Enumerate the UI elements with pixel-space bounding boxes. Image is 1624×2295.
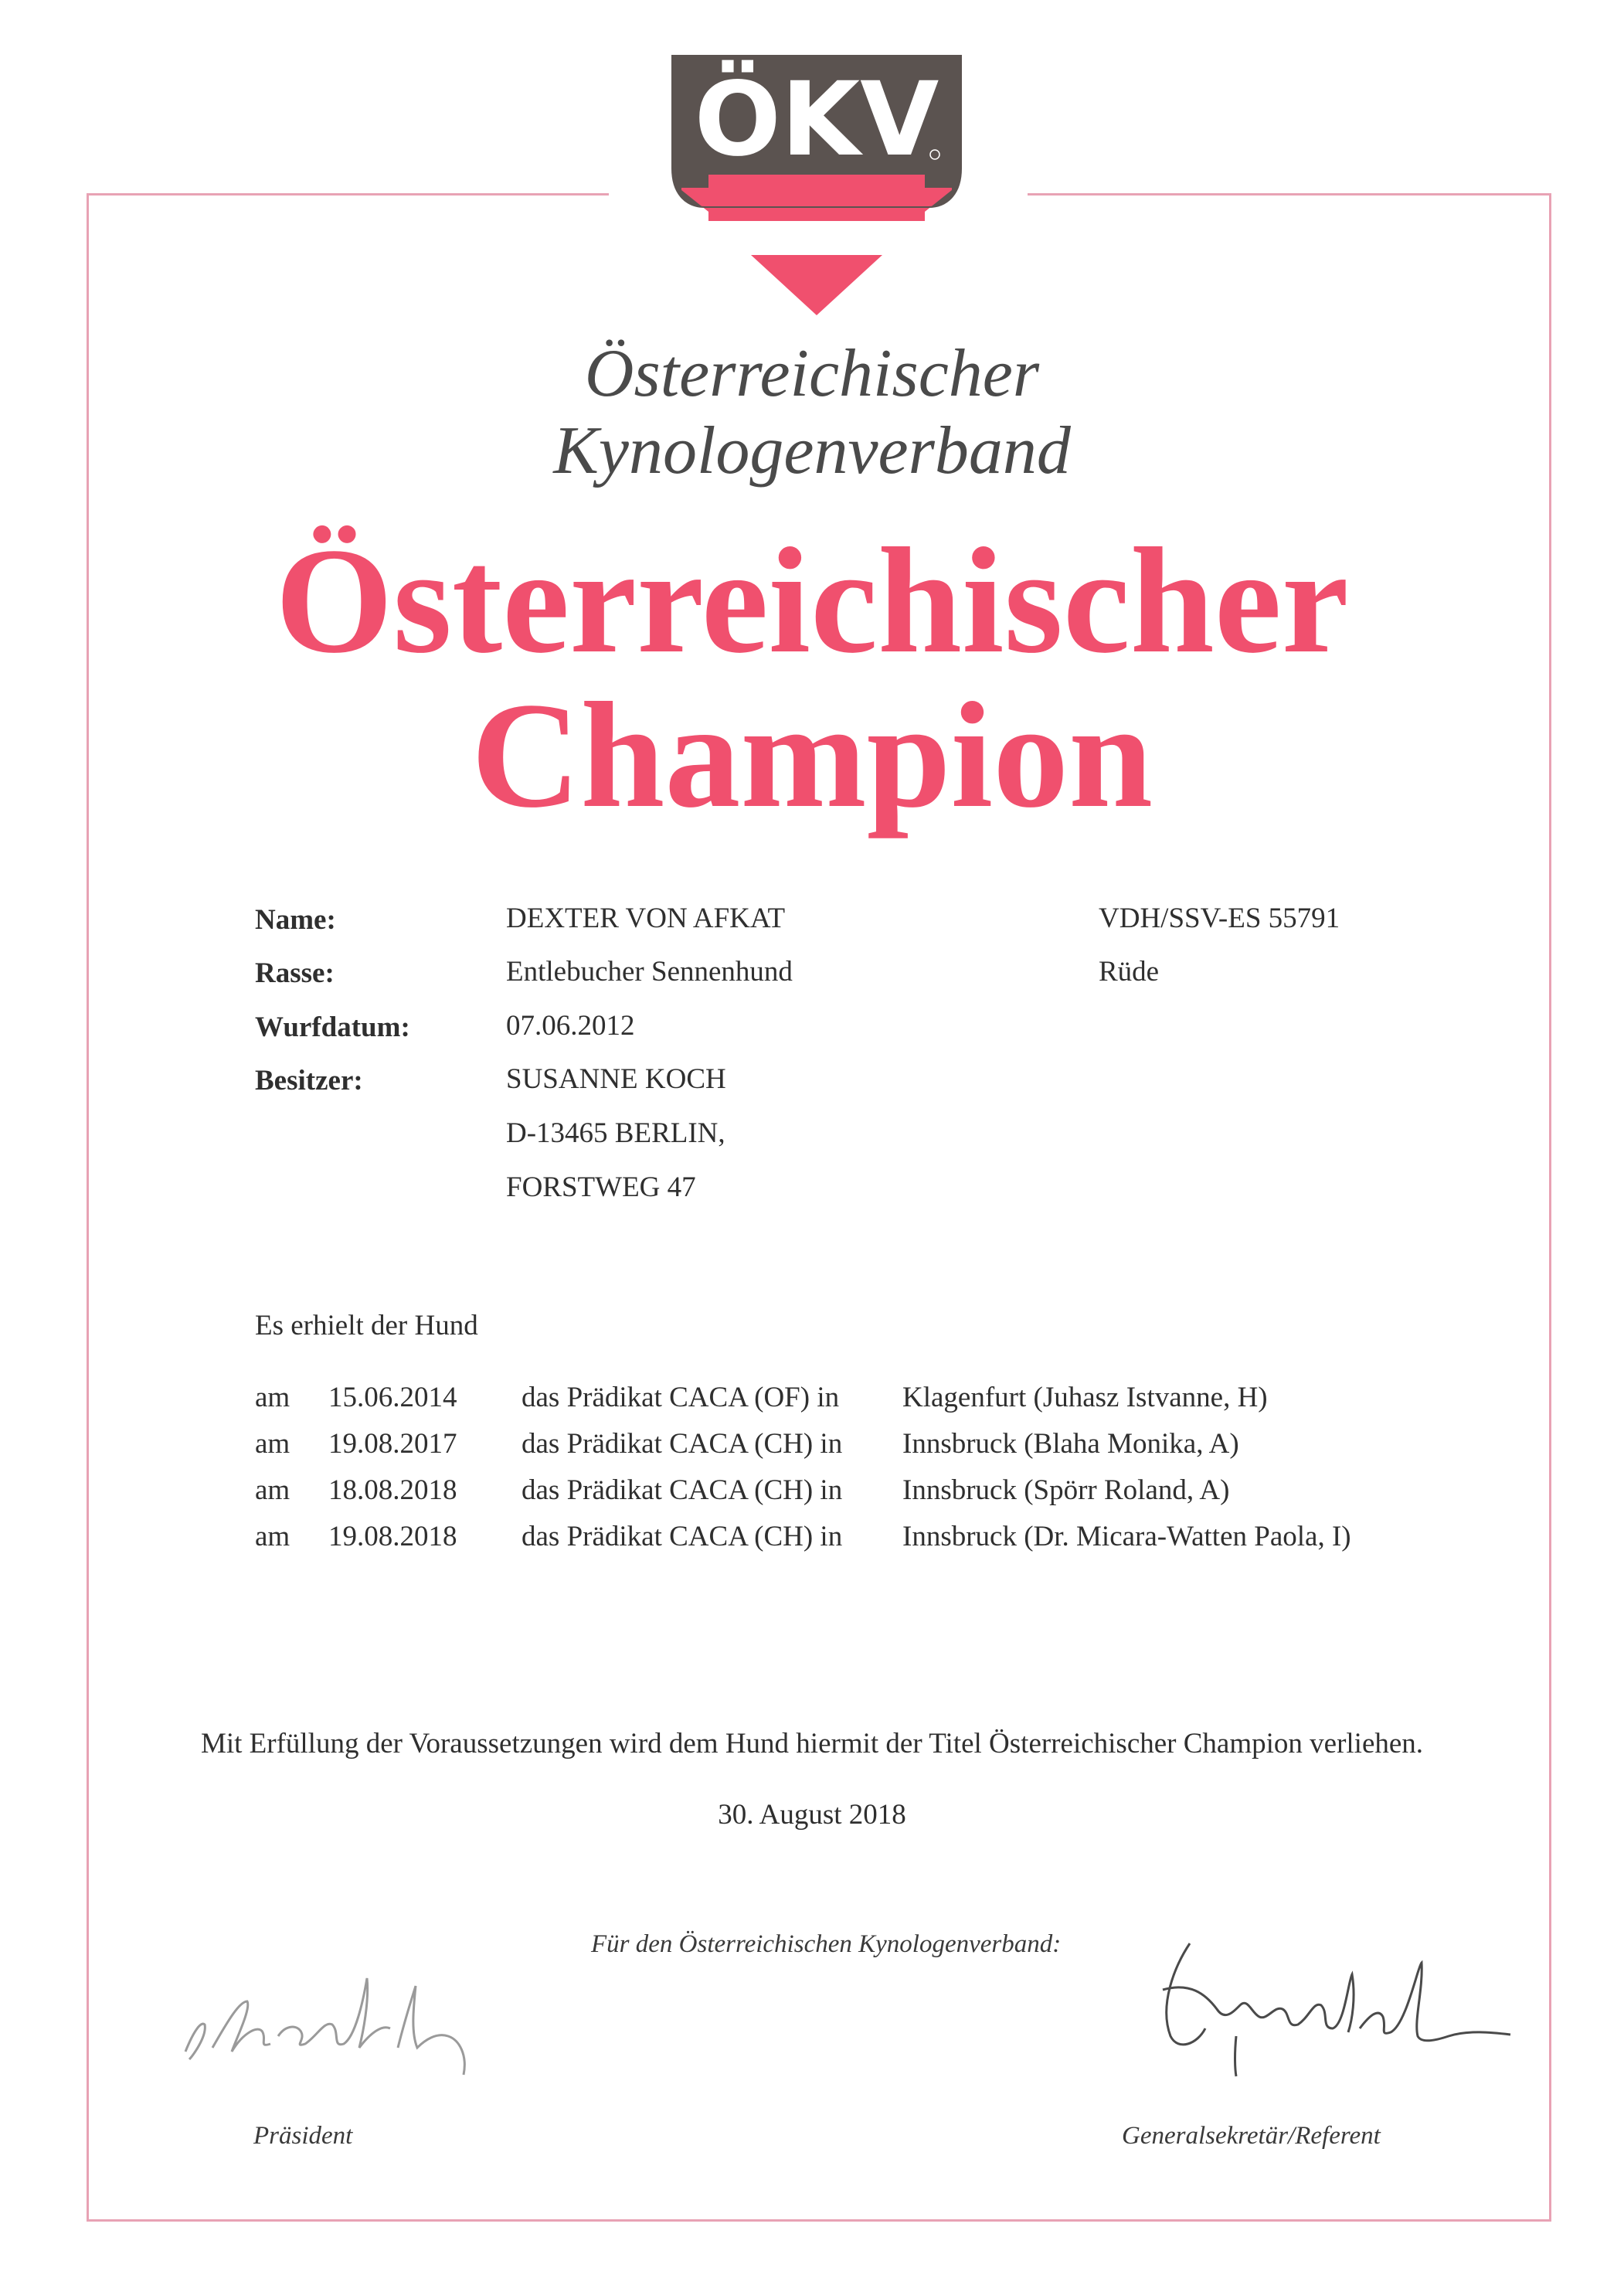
award-am: am xyxy=(255,1521,290,1552)
dog-breed: Entlebucher Sennenhund xyxy=(506,956,793,988)
award-title: das Prädikat CACA (OF) in xyxy=(522,1382,840,1413)
title-line1: Österreichischer xyxy=(275,517,1349,685)
issue-date: 30. August 2018 xyxy=(718,1799,906,1831)
owner-line-3: FORSTWEG 47 xyxy=(506,1171,696,1203)
award-place: Innsbruck (Spörr Roland, A) xyxy=(902,1474,1230,1506)
owner-line-1: SUSANNE KOCH xyxy=(506,1063,726,1095)
frame-top-left xyxy=(87,193,609,196)
frame-left xyxy=(87,193,89,2222)
name-label: Name: xyxy=(255,904,336,936)
frame-top-right xyxy=(1028,193,1551,196)
frame-right xyxy=(1549,193,1551,2222)
award-am: am xyxy=(255,1428,290,1460)
award-am: am xyxy=(255,1382,290,1413)
president-signature xyxy=(170,1947,525,2079)
award-title: das Prädikat CACA (CH) in xyxy=(522,1521,843,1552)
president-role: Präsident xyxy=(253,2122,353,2150)
award-title: das Prädikat CACA (CH) in xyxy=(522,1428,843,1460)
org-name-line2: Kynologenverband xyxy=(553,413,1071,488)
award-title: das Prädikat CACA (CH) in xyxy=(522,1474,843,1506)
okv-logo xyxy=(666,53,967,323)
owner-line-2: D-13465 BERLIN, xyxy=(506,1117,725,1149)
logo-pink-bar xyxy=(708,175,925,221)
award-date: 19.08.2017 xyxy=(328,1428,457,1460)
signature-heading: Für den Österreichischen Kynologenverband: xyxy=(591,1930,1062,1958)
org-name-line1: Österreichischer xyxy=(584,336,1040,411)
frame-bottom xyxy=(87,2219,1551,2222)
conferral-text: Mit Erfüllung der Voraussetzungen wird dem Hund hiermit der Titel Österreichischer Champion verliehen. xyxy=(200,1728,1424,1760)
owner-label: Besitzer: xyxy=(255,1065,363,1096)
award-place: Innsbruck (Dr. Micara-Watten Paola, I) xyxy=(902,1521,1351,1552)
award-am: am xyxy=(255,1474,290,1506)
breed-label: Rasse: xyxy=(255,957,335,989)
award-date: 18.08.2018 xyxy=(328,1474,457,1506)
title-line2: Champion xyxy=(471,672,1153,839)
secretary-role: Generalsekretär/Referent xyxy=(1122,2122,1381,2150)
award-place: Innsbruck (Blaha Monika, A) xyxy=(902,1428,1239,1460)
award-date: 19.08.2018 xyxy=(328,1521,457,1552)
secretary-signature xyxy=(1143,1936,1514,2079)
award-place: Klagenfurt (Juhasz Istvanne, H) xyxy=(902,1382,1268,1413)
logo-text: ÖKV xyxy=(694,60,939,179)
birthdate-label: Wurfdatum: xyxy=(255,1012,410,1043)
logo-triangle xyxy=(751,255,882,315)
award-date: 15.06.2014 xyxy=(328,1382,457,1413)
registration-number: VDH/SSV-ES 55791 xyxy=(1099,903,1340,934)
dog-name: DEXTER VON AFKAT xyxy=(506,903,786,934)
awards-intro: Es erhielt der Hund xyxy=(255,1310,478,1341)
dog-sex: Rüde xyxy=(1099,956,1160,988)
dog-birthdate: 07.06.2012 xyxy=(506,1010,635,1042)
